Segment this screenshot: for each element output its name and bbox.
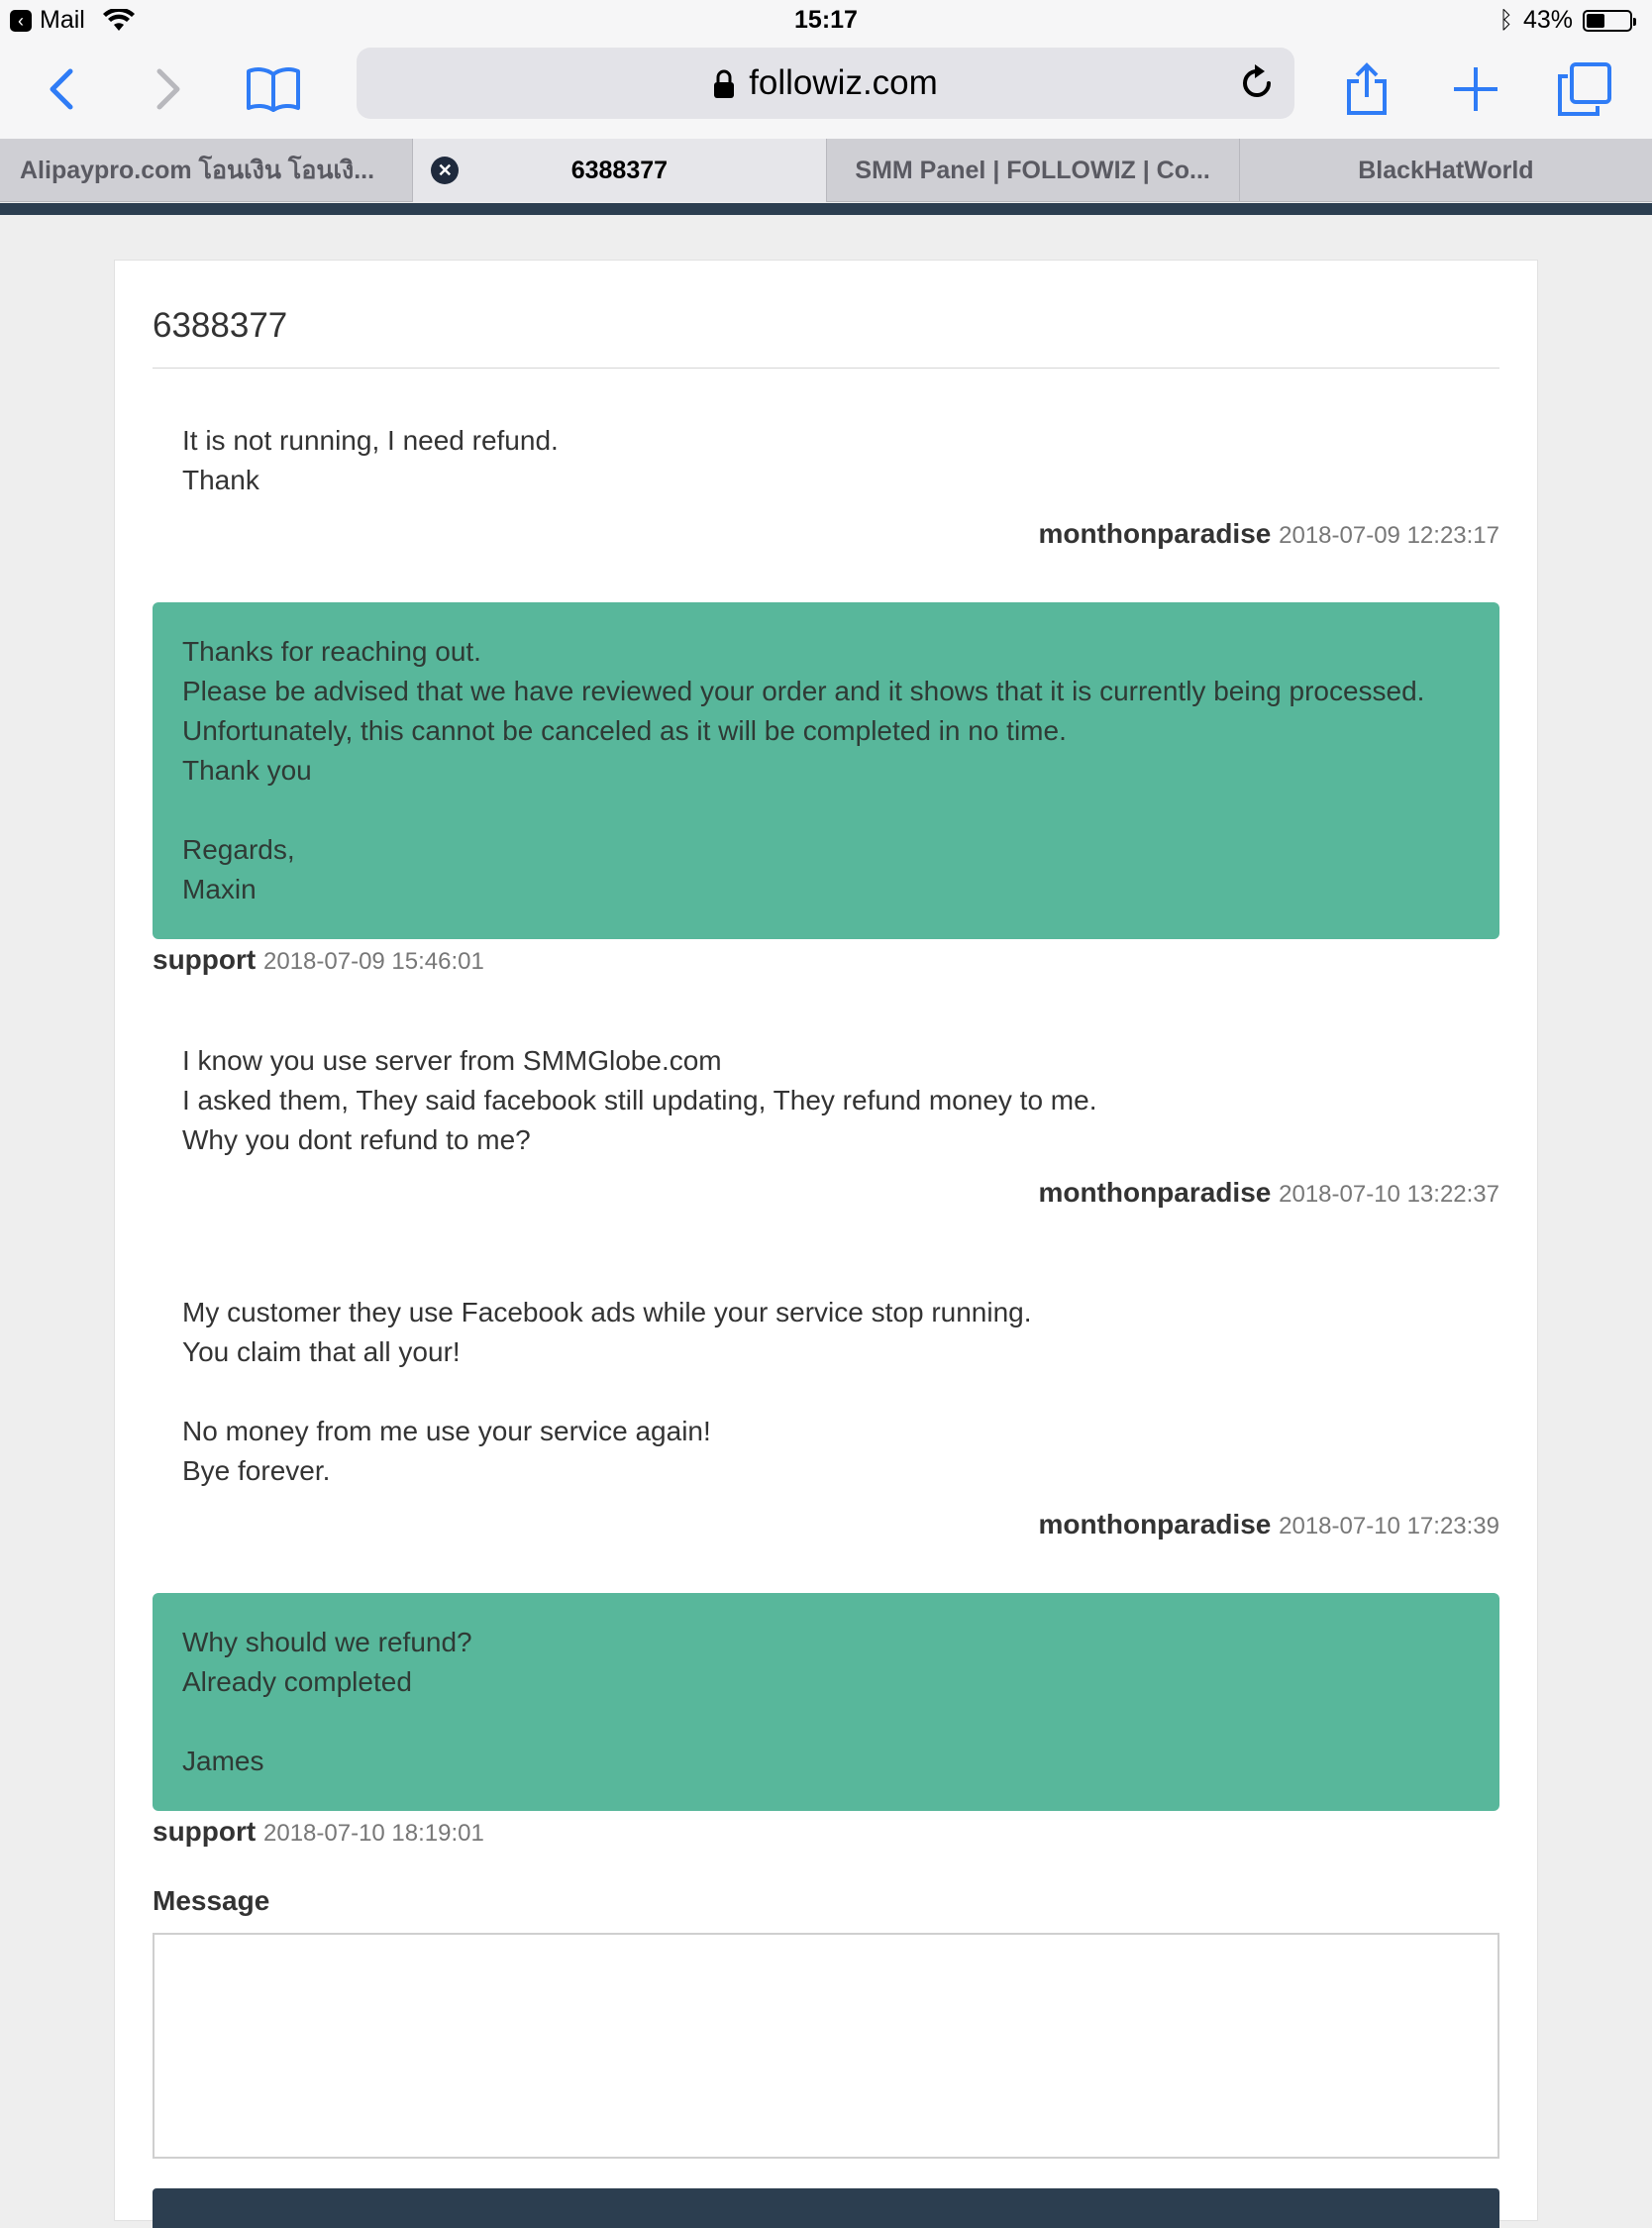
message-meta <box>1038 1173 1499 1215</box>
message-input[interactable] <box>153 1933 1499 2159</box>
message-meta <box>153 1816 484 1848</box>
url-text: followiz.com <box>749 63 938 102</box>
user-message <box>153 1041 1499 1208</box>
lock-icon <box>713 68 735 98</box>
back-icon[interactable] <box>32 59 91 119</box>
ticket-card <box>114 260 1538 2221</box>
message-label: Message <box>153 1885 270 1916</box>
message-date: 2018-07-09 15:46:01 <box>263 948 484 975</box>
message-meta <box>1038 514 1499 556</box>
forward-icon[interactable] <box>139 59 198 119</box>
message-text: My customer they use Facebook ads while your service stop running. You claim that all your! No money from me use your service again! Bye forever. <box>182 1297 1032 1486</box>
tab-label: Alipaypro.com โอนเงิน โอนเงิ... <box>20 157 375 184</box>
close-tab-icon[interactable]: ✕ <box>431 157 459 184</box>
status-time: 15:17 <box>794 6 858 34</box>
user-message <box>153 1293 1499 1539</box>
back-to-app-icon[interactable]: ‹ <box>10 10 32 32</box>
support-message <box>153 602 1499 939</box>
message-date: 2018-07-09 12:23:17 <box>1279 522 1499 549</box>
new-tab-icon[interactable] <box>1446 59 1505 119</box>
status-bar <box>0 0 1652 42</box>
message-text: Why should we refund? Already completed James <box>182 1627 472 1776</box>
battery-icon <box>1583 10 1632 32</box>
support-message <box>153 1593 1499 1811</box>
ticket-title: 6388377 <box>153 306 288 345</box>
message-author: monthonparadise <box>1038 1509 1272 1539</box>
message-text: Thanks for reaching out. Please be advised that we have reviewed your order and it shows that it is currently being processed. Unfortunately, this cannot be canceled as it will be completed in no time. Thank you Regards, Maxin <box>182 636 1425 904</box>
reload-icon[interactable] <box>1235 61 1279 105</box>
message-date: 2018-07-10 18:19:01 <box>263 1820 484 1847</box>
browser-toolbar <box>0 42 1652 139</box>
divider <box>153 368 1499 369</box>
battery-percent: 43% <box>1522 6 1573 34</box>
tab-alipaypro[interactable] <box>0 139 412 202</box>
tab-label: BlackHatWorld <box>1358 156 1534 184</box>
message-text: It is not running, I need refund. Thank <box>182 425 559 495</box>
back-app-label[interactable]: Mail <box>40 6 85 34</box>
tab-label: 6388377 <box>570 156 669 184</box>
tab-smm-panel[interactable] <box>826 139 1239 202</box>
site-navbar <box>0 203 1652 215</box>
bookmarks-icon[interactable] <box>244 59 303 119</box>
message-author: support <box>153 944 257 975</box>
message-meta <box>1038 1505 1499 1546</box>
message-author: monthonparadise <box>1038 1177 1272 1208</box>
address-bar[interactable] <box>357 48 1294 119</box>
message-date: 2018-07-10 13:22:37 <box>1279 1181 1499 1208</box>
message-author: support <box>153 1816 257 1847</box>
tab-label: SMM Panel | FOLLOWIZ | Co... <box>855 156 1210 184</box>
share-icon[interactable] <box>1337 59 1396 119</box>
message-author: monthonparadise <box>1038 518 1272 549</box>
tab-blackhatworld[interactable] <box>1239 139 1652 202</box>
bluetooth-icon: ᛒ <box>1498 6 1513 34</box>
message-meta <box>153 944 484 976</box>
tabs-overview-icon[interactable] <box>1555 59 1614 119</box>
tab-ticket[interactable] <box>412 139 825 202</box>
user-message <box>153 421 1499 549</box>
submit-button[interactable] <box>153 2188 1499 2228</box>
message-date: 2018-07-10 17:23:39 <box>1279 1513 1499 1539</box>
message-text: I know you use server from SMMGlobe.com I asked them, They said facebook still updating, They refund money to me. Why you dont refund to me? <box>182 1045 1097 1155</box>
tab-bar <box>0 139 1652 202</box>
